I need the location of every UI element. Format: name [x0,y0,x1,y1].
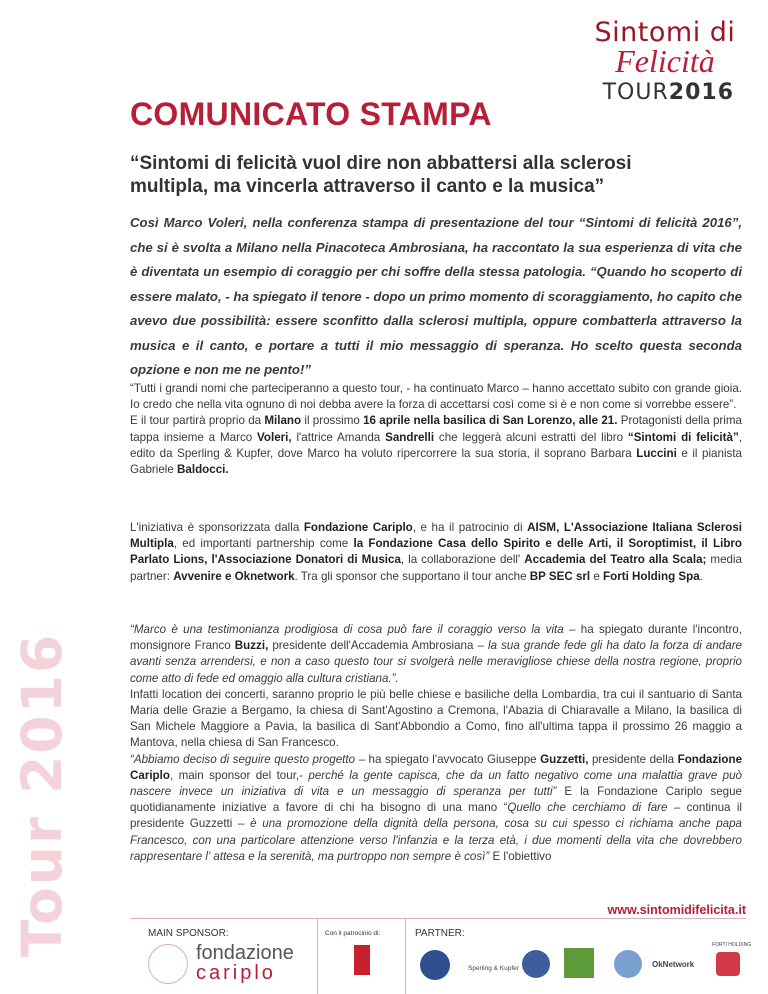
cariplo-logo: fondazione cariplo [196,942,294,984]
forti-holding-logo-icon [716,952,740,976]
paragraph-3: “Marco è una testimonianza prodigiosa di cosa può fare il coraggio verso la vita – ha spiegato durante l'incontro, monsignore Franco Buzzi, presidente dell'Accademia Ambrosiana – la sua grande fede gli ha dato la forza di andare avanti senza arrendersi, e non a caso questo tour si svolgerà nelle meravigliose chiese della nostra regione, proprio come atto di fede ed omaggio alla cultura cristiana.”. Infatti location dei concerti, saranno proprio le più belle chiese e basiliche della Lombardia, tra cui il santuario di Santa Maria delle Grazie a Bergamo, la chiesa di Sant'Agostino a Cremona, l'Abazia di Chiaravalle a Milano, la basilica di San Michele Maggiore a Pavia, la basilica di Sant'Abbondio a Como, fino all'ultima tappa il prossimo 26 maggio a Mantova, nella chiesa di San Francesco. “Abbiamo deciso di seguire questo progetto – ha spiegato l'avvocato Giuseppe Guzzetti, presidente della Fondazione Cariplo, main sponsor del tour,- perché la gente capisca, che da un fatto negativo come una malattia grave può nascere invece un iniziativa di vita e un messaggio di speranza per tutti” E la Fondazione Cariplo segue quotidianamente iniziative a favore di chi ha bisogno di una mano “Quello che cerchiamo di fare – continua il presidente Guzzetti – è una promozione della dignità della persona, cosa su cui spesso ci richiama anche papa Francesco, con una particolare attenzione verso l'infanzia e la terza età, i due momenti della vita che dovrebbero rappresentare l' attesa e la serenità, ma purtroppo non sempre è così” E l'obiettivo [130,623,743,863]
partner-logo-green [564,948,594,978]
main-sponsor-label: MAIN SPONSOR: [148,928,229,939]
paragraph-1: “Tutti i grandi nomi che parteciperanno a questo tour, - ha continuato Marco – hanno accettato subito con grande gioia. Io credo che nella vita ognuno di noi debba avere la forza di accettarsi così come si è e non come si vorrebbe essere”. E il tour partirà proprio da Milano il prossimo 16 aprile nella basilica di San Lorenzo, alle 21. Protagonisti della prima tappa insieme a Marco Voleri, l'attrice Amanda Sandrelli che leggerà alcuni estratti del libro “Sintomi di felicità”, edito da Sperling & Kupfer, dove Marco ha voluto ripercorrere la sua storia, il soprano Barbara Luccini e il pianista Gabriele Baldocci. [130,382,742,477]
aism-logo-icon [354,945,370,975]
forti-holding-label: FORTI HOLDING [712,942,752,948]
partner-label: PARTNER: [415,928,465,939]
logo-line1: Sintomi di [594,17,736,48]
logo-line3: TOUR2016 [602,80,734,105]
page-title: COMUNICATO STAMPA [130,96,492,132]
oknetwork-logo: OkNetwork [652,960,695,969]
cariplo-seal-icon [148,944,188,984]
partner-logo-circle [614,950,642,978]
subtitle: “Sintomi di felicità vuol dire non abbattersi alla sclerosi multipla, ma vincerla attraverso il canto e la musica” [130,153,632,197]
paragraph-2: L'iniziativa è sponsorizzata dalla Fondazione Cariplo, e ha il patrocinio di AISM, L'Associazione Italiana Sclerosi Multipla, ed importanti partnership come la Fondazione Casa dello Spirito e delle Arti, il Soroptimist, il Libro Parlato Lions, l'Associazione Donatori di Musica, la collaborazione dell' Accademia del Teatro alla Scala; media partner: Avvenire e Oknetwork. Tra gli sponsor che supportano il tour anche BP SEC srl e Forti Holding Spa. [130,521,742,583]
sperling-logo: Sperling & Kupfer [468,965,519,972]
footer-separator [405,918,406,994]
lead-paragraph: Così Marco Voleri, nella conferenza stampa di presentazione del tour “Sintomi di felicità 2016”, che si è svolta a Milano nella Pinacoteca Ambrosiana, ha raccontato la sua esperienza di vita che è diventata un esempio di coraggio per chi soffre della stessa patologia. “Quando ho scoperto di essere malato, - ha spiegato il tenore - dopo un primo momento di scoraggiamento, ho capito che avevo due possibilità: essere sconfitto dalla sclerosi multipla, oppure combatterla attraverso la musica e il canto, e portare a tutti il mio messaggio di speranza. Ho scelto questa seconda opzione e non me ne pento!” [130,215,742,377]
logo-line2: Felicità [615,43,715,79]
partner-logo-seal [522,950,550,978]
footer-separator [317,918,318,994]
partner-logo-av [420,950,450,980]
tour-logo [590,18,740,105]
vertical-watermark: Tour 2016 [10,632,74,958]
patrocinio-label: Con il patrocinio di: [325,930,381,937]
website-link[interactable]: www.sintomidifelicita.it [607,903,746,917]
footer-divider [130,918,746,919]
